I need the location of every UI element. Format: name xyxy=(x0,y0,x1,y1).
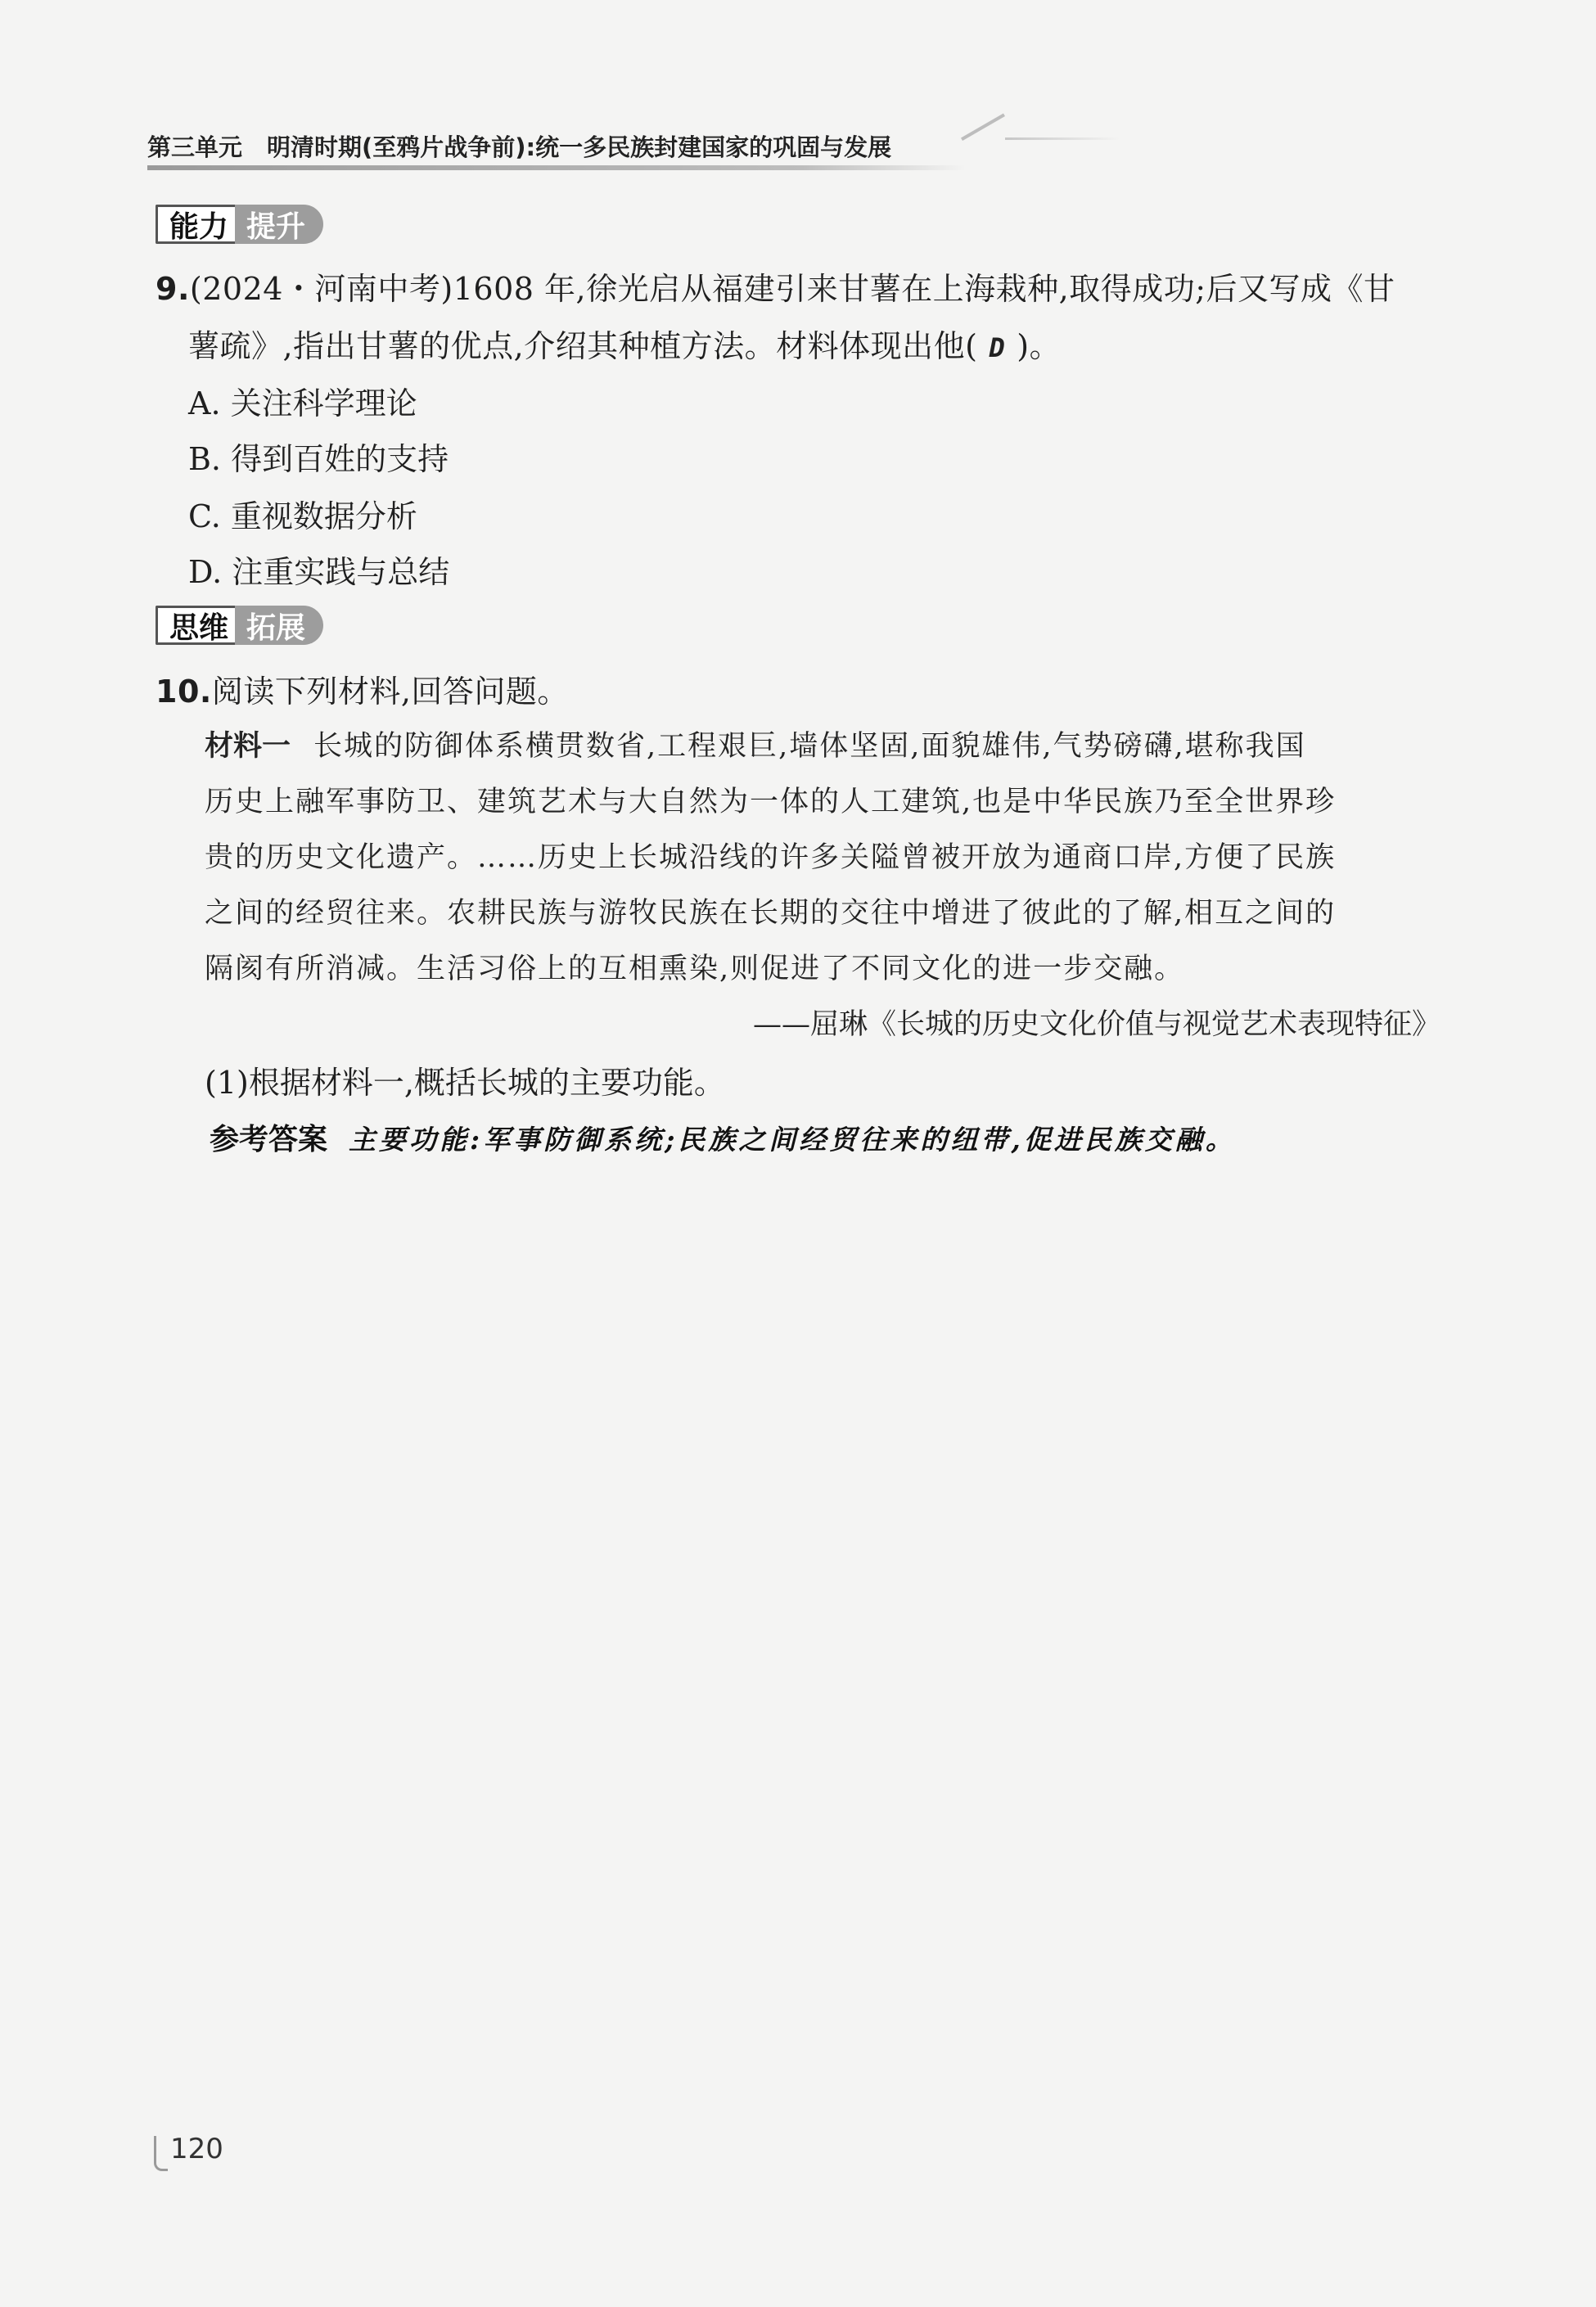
header-rule-slant xyxy=(961,114,1005,141)
unit-label: 第三单元 xyxy=(147,133,243,161)
material-source: ——屈琳《长城的历史文化价值与视觉艺术表现特征》 xyxy=(752,1008,1440,1041)
material-text: 长城的防御体系横贯数省,工程艰巨,墙体坚固,面貌雄伟,气势磅礴,堪称我国 xyxy=(313,730,1306,763)
header-rule-thin xyxy=(1005,137,1120,140)
option-a: A. 关注科学理论 xyxy=(188,385,417,421)
material-line-2: 历史上融军事防卫、建筑艺术与大自然为一体的人工建筑,也是中华民族乃至全世界珍 xyxy=(205,786,1337,818)
running-header xyxy=(147,129,891,163)
reference-answer-text: 主要功能:军事防御系统;民族之间经贸往来的纽带,促进民族交融。 xyxy=(349,1124,1236,1156)
unit-title: 明清时期(至鸦片战争前):统一多民族封建国家的巩固与发展 xyxy=(267,133,892,161)
question-9-line-1 xyxy=(156,264,1395,309)
section-tag-part-a: 能力 xyxy=(156,205,238,244)
option-c: C. 重视数据分析 xyxy=(188,498,417,534)
question-9-text-3: )。 xyxy=(1017,328,1062,364)
option-d: D. 注重实践与总结 xyxy=(188,554,450,590)
section-tag-ability xyxy=(156,205,323,244)
material-line-1 xyxy=(205,723,1306,764)
section-tag-thinking xyxy=(156,606,323,645)
page-number: 120 xyxy=(170,2133,223,2165)
section-tag-part-b: 拓展 xyxy=(235,606,323,645)
material-line-4: 之间的经贸往来。农耕民族与游牧民族在长期的交往中增进了彼此的了解,相互之间的 xyxy=(205,897,1337,930)
question-9-text-1: (2024・河南中考)1608 年,徐光启从福建引来甘薯在上海栽种,取得成功;后又写成《甘 xyxy=(189,271,1395,307)
question-10-text: 阅读下列材料,回答问题。 xyxy=(211,674,569,710)
question-10-stem xyxy=(156,666,569,711)
sub-question-1: (1)根据材料一,概括长城的主要功能。 xyxy=(205,1065,725,1101)
material-line-5: 隔阂有所消减。生活习俗上的互相熏染,则促进了不同文化的进一步交融。 xyxy=(205,953,1185,985)
question-9-line-2 xyxy=(188,321,1061,366)
material-label: 材料一 xyxy=(205,730,291,763)
question-number: 9. xyxy=(156,271,190,307)
option-b: B. 得到百姓的支持 xyxy=(188,441,449,477)
reference-answer-label: 参考答案 xyxy=(210,1123,328,1156)
material-line-3: 贵的历史文化遗产。……历史上长城沿线的许多关隘曾被开放为通商口岸,方便了民族 xyxy=(205,841,1337,874)
section-tag-part-b: 提升 xyxy=(235,205,323,244)
reference-answer xyxy=(210,1116,1236,1158)
question-9-text-2: 薯疏》,指出甘薯的优点,介绍其种植方法。材料体现出他( xyxy=(188,328,978,364)
header-rule xyxy=(147,165,966,170)
question-number: 10. xyxy=(156,674,212,710)
section-tag-part-a: 思维 xyxy=(156,606,238,645)
handwritten-answer: D xyxy=(989,332,1006,363)
